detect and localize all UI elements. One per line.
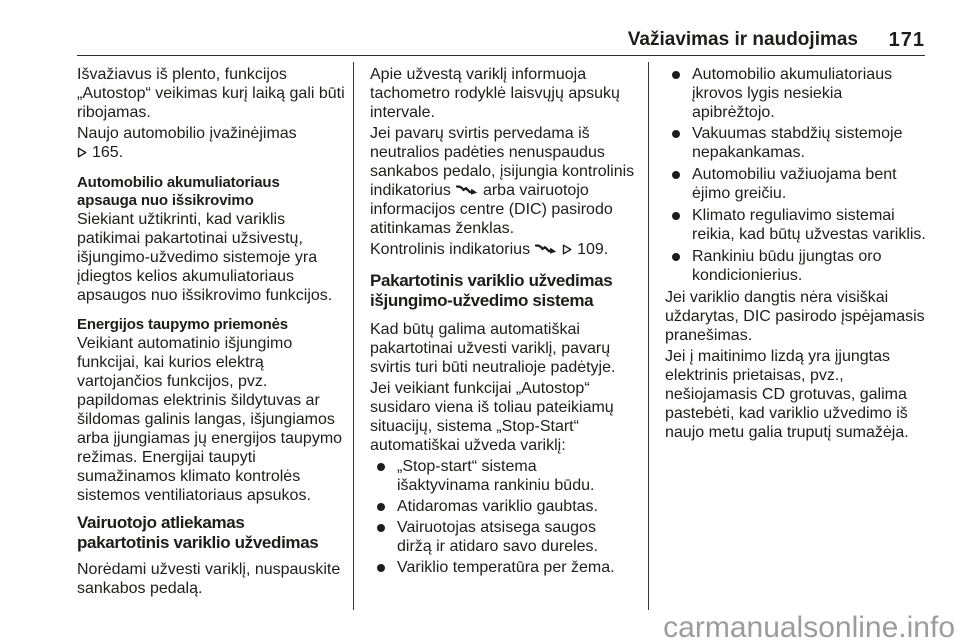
bullet-icon [672,253,680,261]
bullet-icon [377,463,385,471]
list-item [665,165,926,203]
text-line: uždarytas, DIC pasirodo įspėjamasis [665,308,925,325]
text-line [370,181,634,200]
text-line: apibrėžtojo. [692,104,775,121]
section-heading [370,271,634,311]
watermark: carmanualsonline.info [663,611,955,644]
text-line: Veikiant automatinio išjungimo [77,335,293,352]
paragraph [77,65,345,122]
bullet-icon [377,503,385,511]
column-2 [370,65,634,577]
text-line: įkrovos lygis nesiekia [692,85,843,102]
text-line: Jei veikiant funkcijai „Autostop“ [370,380,590,397]
text-line: Jei į maitinimo lizdą yra įjungtas [665,348,890,365]
text-line: Vairuotojas atsisega saugos [397,519,596,536]
text-line: Siekiant užtikrinti, kad variklis [77,211,286,228]
text-line: Automobiliu važiuojama bent [692,166,897,183]
paragraph [665,347,926,442]
text-line: Atidaromas variklio gaubtas. [397,498,598,515]
text-line: išjungimo-užvedimo sistemoje yra [77,249,318,266]
cross-reference-arrow-icon [562,244,572,255]
text-line: patikimai pakartotinai užsivestų, [77,230,303,247]
text-segment: arba vairuotojo [482,182,589,199]
text-line: šildomas galinis langas, išjungiamos [77,411,335,428]
bullet-icon [672,71,680,79]
text-line: įdiegtos kelios akumuliatoriaus [77,268,294,285]
page-reference: 109. [577,241,609,258]
text-line: situacijų, sistema „Stop-Start“ [370,418,579,435]
heading-line: pakartotinis variklio užvedimas [77,533,319,552]
text-line: neutralios padėties nenuspaudus [370,144,605,161]
subheading [77,174,345,210]
text-line: sankabos pedalo, įsijungia kontrolinis [370,163,635,180]
text-line: pakartotinai užvesti variklį, pavarų [370,340,611,357]
text-line: Naujo automobilio įvažinėjimas [77,125,297,142]
text-line: vartojančios funkcijos, pvz. [77,373,268,390]
column-divider-2 [648,62,649,610]
text-segment: Kontrolinis indikatorius [370,241,531,258]
text-line: arba įjungiamas jų energijos taupymo [77,430,343,447]
column-divider-1 [353,62,354,610]
list-item [370,457,634,495]
text-line: atitinkamas ženklas. [370,220,515,237]
page-number: 171 [888,29,925,51]
text-line: intervale. [370,104,435,121]
paragraph [77,210,345,305]
list-item [665,206,926,244]
text-line: Kad būtų galima automatiškai [370,321,580,338]
text-line: diržą ir atidaro savo dureles. [397,538,598,555]
paragraph [370,379,634,455]
text-line: kondicionierius. [692,267,803,284]
text-line: automatiškai užveda variklį: [370,437,566,454]
list-item [370,518,634,556]
cross-reference-arrow-icon [77,147,87,158]
text-line [77,143,345,162]
text-line: tachometro rodyklė laisvųjų apsukų [370,85,620,102]
text-line: elektrinis prietaisas, pvz., [665,367,844,384]
list-item [665,124,926,162]
text-line: Apie užvestą variklį informuoja [370,66,587,83]
text-line: apsaugos nuo išsikrovimo funkcijos. [77,287,333,304]
header-rule [77,55,925,56]
text-line: nepakankamas. [692,144,805,161]
bullet-icon [672,130,680,138]
heading-line: Automobilio akumuliatoriaus [77,174,280,191]
text-line: reikia, kad būtų užvestas variklis. [692,226,926,243]
text-line: režimas. Energijai taupyti [77,449,256,466]
paragraph [77,560,345,598]
section-heading [77,513,345,553]
list-item [665,247,926,285]
text-line: informacijos centre (DIC) pasirodo [370,201,613,218]
text-line: naujo metu galia truputį sumažėja. [665,424,909,441]
column-1 [77,65,345,598]
text-line: pastebėti, kad variklio užvedimo iš [665,405,908,422]
text-line: sankabos pedalą. [77,580,203,597]
text-line: Vakuumas stabdžių sistemoje [692,125,903,142]
text-line: išaktyvinama rankiniu būdu. [397,477,595,494]
text-line: nešiojamasis CD grotuvas, galima [665,386,907,403]
text-line: svirtis turi būti neutralioje padėtyje. [370,359,616,376]
page-reference: 165. [92,144,124,161]
paragraph [665,288,926,345]
paragraph [370,320,634,377]
text-line: Norėdami užvesti variklį, nuspauskite [77,561,341,578]
list-item [370,558,634,577]
bullet-icon [377,524,385,532]
bullet-icon [377,564,385,572]
text-line: sistemos ventiliatoriaus apsukos. [77,487,311,504]
paragraph [77,334,345,505]
paragraph [370,65,634,122]
paragraph [370,240,634,259]
text-line: sumažinamos klimato kontrolės [77,468,301,485]
text-line: Rankiniu būdu įjungtas oro [692,248,882,265]
text-line: Jei variklio dangtis nėra visiškai [665,289,889,306]
bullet-icon [672,171,680,179]
text-line [370,240,634,259]
text-line: funkcijai, kai kurios elektrą [77,354,264,371]
list-item [665,65,926,122]
autostop-indicator-icon [535,243,557,255]
subheading [77,316,345,334]
text-line: papildomas elektrinis šildytuvas ar [77,392,320,409]
autostop-indicator-icon [456,184,478,196]
list-item [370,497,634,516]
heading-line: Energijos taupymo priemonės [77,316,288,333]
text-line: „Stop-start“ sistema [397,458,537,475]
text-segment: indikatorius [370,182,451,199]
paragraph [77,124,345,162]
text-line: susidaro viena iš toliau pateikiamų [370,399,614,416]
section-title: Važiavimas ir naudojimas [627,29,858,50]
heading-line: apsauga nuo išsikrovimo [77,192,254,209]
text-line: ribojamas. [77,104,151,121]
text-line: ėjimo greičiu. [692,185,787,202]
text-line: Išvažiavus iš plento, funkcijos [77,66,287,83]
column-3 [665,65,926,442]
bullet-icon [672,212,680,220]
heading-line: Pakartotinis variklio užvedimas [370,271,613,290]
text-line: Automobilio akumuliatoriaus [692,66,893,83]
text-line: „Autostop“ veikimas kurį laiką gali būti [77,85,345,102]
text-line: Klimato reguliavimo sistemai [692,207,895,224]
text-line: pranešimas. [665,327,753,344]
heading-line: Vairuotojo atliekamas [77,513,245,532]
text-line: Jei pavarų svirtis pervedama iš [370,125,590,142]
paragraph [370,124,634,238]
heading-line: išjungimo-užvedimo sistema [370,291,594,310]
text-line: Variklio temperatūra per žema. [397,559,615,576]
